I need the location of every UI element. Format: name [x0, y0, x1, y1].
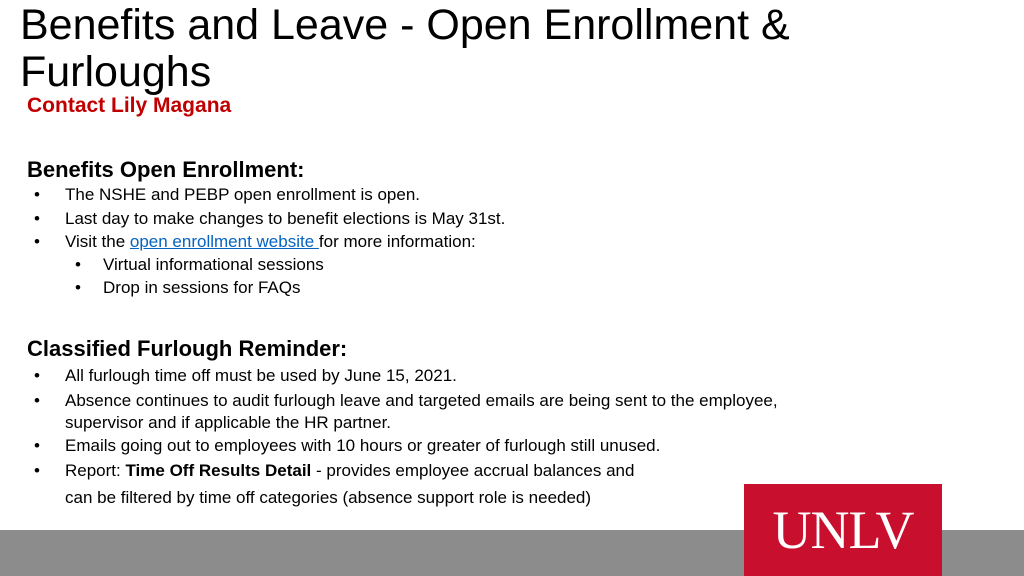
enrollment-heading: Benefits Open Enrollment: [27, 157, 305, 182]
enrollment-item-3-prefix: Visit the [65, 232, 130, 251]
bullet-icon: • [34, 436, 40, 455]
furlough-item-4-suffix: - provides employee accrual balances and [311, 461, 635, 480]
bullet-icon: • [34, 209, 40, 228]
bullet-icon: • [34, 232, 40, 251]
bullet-icon: • [34, 185, 40, 204]
bullet-icon: • [34, 461, 40, 480]
unlv-logo [744, 484, 942, 576]
enrollment-subitem-1 [75, 255, 324, 275]
enrollment-item-1 [34, 185, 421, 205]
slide-title: Benefits and Leave - Open Enrollment & Furloughs [20, 1, 790, 96]
enrollment-subitem-2-text: Drop in sessions for FAQs [103, 278, 301, 297]
furlough-item-3-text: Emails going out to employees with 10 hours or greater of furlough still unused. [65, 436, 661, 455]
furlough-item-3 [34, 436, 661, 456]
furlough-item-1 [34, 366, 457, 386]
unlv-logo-text: UNLV [772, 500, 914, 560]
furlough-item-1-text: All furlough time off must be used by June 15, 2021. [65, 366, 457, 385]
enrollment-subitem-1-text: Virtual informational sessions [103, 255, 324, 274]
bullet-icon: • [34, 391, 40, 410]
enrollment-item-2 [34, 209, 506, 229]
furlough-item-4-continued [65, 488, 591, 508]
open-enrollment-website-link[interactable]: open enrollment website [129, 232, 319, 251]
furlough-item-4-prefix: Report: [65, 461, 126, 480]
furlough-item-4 [34, 461, 635, 481]
furlough-item-2-line-2: supervisor and if applicable the HR partner. [65, 413, 392, 432]
furlough-item-2 [34, 391, 778, 411]
bullet-icon: • [75, 278, 81, 297]
contact-line: Contact Lily Magana [27, 94, 232, 117]
furlough-item-2-line-1: Absence continues to audit furlough leave and targeted emails are being sent to the employee, [65, 391, 778, 410]
furlough-heading: Classified Furlough Reminder: [27, 336, 348, 361]
enrollment-item-3-suffix: for more information: [318, 232, 476, 251]
enrollment-item-2-text: Last day to make changes to benefit elections is May 31st. [65, 209, 506, 228]
bullet-icon: • [34, 366, 40, 385]
enrollment-item-1-text: The NSHE and PEBP open enrollment is open. [65, 185, 421, 204]
enrollment-item-3 [34, 232, 476, 252]
bullet-icon: • [75, 255, 81, 274]
furlough-item-2-continued [65, 413, 391, 433]
enrollment-subitem-2 [75, 278, 301, 298]
furlough-item-4-line-2: can be filtered by time off categories (absence support role is needed) [65, 488, 592, 507]
report-name: Time Off Results Detail [125, 461, 312, 480]
